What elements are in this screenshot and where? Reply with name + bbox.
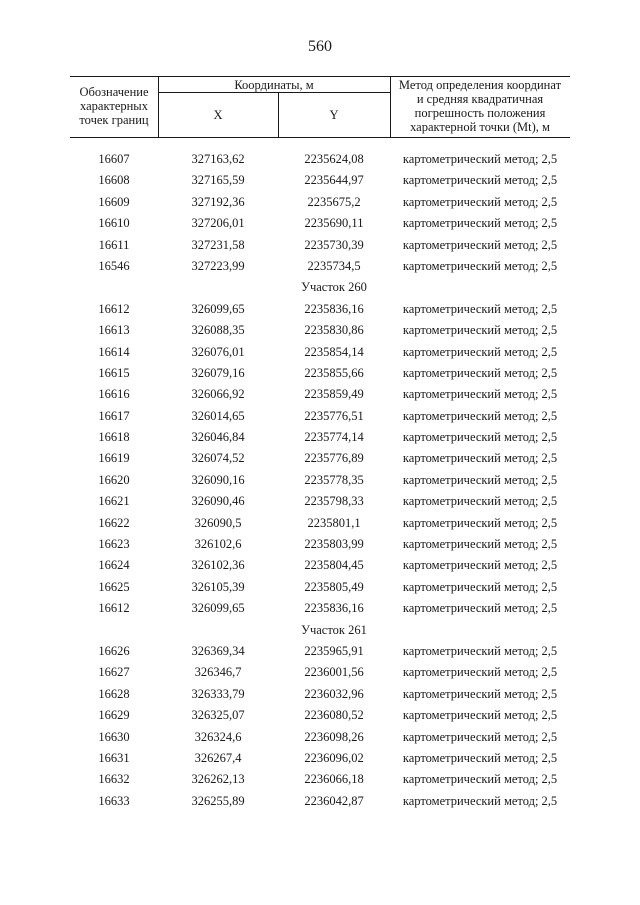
header-line: и средняя квадратичная [416,92,544,106]
table-row [70,576,570,597]
table-row [70,469,570,490]
table-row [70,255,570,276]
x-coordinate-cell: 327192,36 [191,194,245,209]
method-cell: картометрический метод; 2,5 [402,365,558,380]
x-coordinate-cell: 326333,79 [191,686,245,701]
x-coordinate-cell: 326105,39 [191,579,245,594]
table-row [70,212,570,233]
header-y: Y [329,108,339,122]
method-cell: картометрический метод; 2,5 [402,793,558,808]
point-id-cell: 16611 [98,237,130,252]
y-coordinate-cell: 2235855,66 [304,365,364,380]
page-number: 560 [308,38,332,55]
method-cell: картометрический метод; 2,5 [402,772,558,787]
x-coordinate-cell: 326346,7 [194,665,242,680]
table-row [70,640,570,661]
x-coordinate-cell: 326102,36 [191,558,245,573]
header-line: характерных [80,99,148,113]
y-coordinate-cell: 2235859,49 [304,387,364,402]
point-id-cell: 16619 [98,451,130,466]
x-coordinate-cell: 326088,35 [191,323,245,338]
x-coordinate-cell: 326102,6 [194,537,242,552]
method-cell: картометрический метод; 2,5 [402,237,558,252]
point-id-cell: 16616 [98,387,130,402]
method-cell: картометрический метод; 2,5 [402,750,558,765]
section-label: Участок 261 [301,622,367,637]
table-row [70,661,570,682]
x-coordinate-cell: 326267,4 [194,750,242,765]
method-cell: картометрический метод; 2,5 [402,258,558,273]
header-method [390,78,570,134]
table-row [70,169,570,190]
table-row [70,533,570,554]
y-coordinate-cell: 2236042,87 [304,793,364,808]
x-coordinate-cell: 326369,34 [191,643,245,658]
method-cell: картометрический метод; 2,5 [402,152,558,166]
table-header [70,76,570,138]
table-row [70,554,570,575]
table-row [70,405,570,426]
method-cell: картометрический метод; 2,5 [402,387,558,402]
y-coordinate-cell: 2235675,2 [307,194,361,209]
point-id-cell: 16613 [98,323,130,338]
point-id-cell: 16615 [98,365,130,380]
point-id-cell: 16626 [98,643,130,658]
method-cell: картометрический метод; 2,5 [402,472,558,487]
coords-rule [158,92,390,93]
header-line: точек границ [79,113,149,127]
table-row [70,447,570,468]
y-coordinate-cell: 2235854,14 [304,344,364,359]
header-coordinates: Координаты, м [234,78,314,92]
header-line: Метод определения координат [398,78,562,92]
header-line: погрешность положения [414,106,546,120]
table-row [70,490,570,511]
point-id-cell: 16627 [98,665,130,680]
point-id-cell: 16631 [98,750,130,765]
x-coordinate-cell: 326076,01 [191,344,245,359]
x-coordinate-cell: 326074,52 [191,451,245,466]
table-row [70,362,570,383]
point-id-cell: 16546 [98,258,130,273]
method-cell: картометрический метод; 2,5 [402,558,558,573]
header-line: Обозначение [79,85,149,99]
table-row [70,512,570,533]
point-id-cell: 16612 [98,601,130,616]
y-coordinate-cell: 2235776,89 [304,451,364,466]
method-cell: картометрический метод; 2,5 [402,173,558,188]
table-row [70,790,570,811]
method-cell: картометрический метод; 2,5 [402,708,558,723]
y-coordinate-cell: 2235965,91 [304,643,364,658]
method-cell: картометрический метод; 2,5 [402,408,558,423]
section-label: Участок 260 [301,280,367,295]
table-row [70,683,570,704]
y-coordinate-cell: 2235805,49 [304,579,364,594]
table-row [70,726,570,747]
table-row [70,383,570,404]
method-cell: картометрический метод; 2,5 [402,301,558,316]
method-cell: картометрический метод; 2,5 [402,729,558,744]
x-coordinate-cell: 327165,59 [191,173,245,188]
header-x: X [213,108,223,122]
y-coordinate-cell: 2235836,16 [304,301,364,316]
point-id-cell: 16608 [98,173,130,188]
x-coordinate-cell: 326090,46 [191,494,245,509]
header-bottom-rule [70,137,570,138]
table-row [70,747,570,768]
y-coordinate-cell: 2235830,86 [304,323,364,338]
section-heading [70,276,570,297]
x-coordinate-cell: 326262,13 [191,772,245,787]
table-row [70,148,570,169]
x-coordinate-cell: 327223,99 [191,258,245,273]
point-id-cell: 16610 [98,216,130,231]
x-coordinate-cell: 326255,89 [191,793,245,808]
point-id-cell: 16630 [98,729,130,744]
y-coordinate-cell: 2236066,18 [304,772,364,787]
point-id-cell: 16623 [98,537,130,552]
y-coordinate-cell: 2236032,96 [304,686,364,701]
x-coordinate-cell: 326325,07 [191,708,245,723]
x-coordinate-cell: 326079,16 [191,365,245,380]
header-point-designation [70,85,158,127]
point-id-cell: 16633 [98,793,130,808]
y-coordinate-cell: 2236098,26 [304,729,364,744]
y-coordinate-cell: 2235624,08 [304,152,364,166]
x-coordinate-cell: 326090,16 [191,472,245,487]
table-row [70,704,570,725]
x-coordinate-cell: 326046,84 [191,430,245,445]
table-row [70,597,570,618]
y-coordinate-cell: 2235836,16 [304,601,364,616]
x-coordinate-cell: 327231,58 [191,237,245,252]
x-coordinate-cell: 326066,92 [191,387,245,402]
method-cell: картометрический метод; 2,5 [402,494,558,509]
method-cell: картометрический метод; 2,5 [402,579,558,594]
table-row [70,234,570,255]
x-coordinate-cell: 326090,5 [194,515,242,530]
table-row [70,426,570,447]
y-coordinate-cell: 2235774,14 [304,430,364,445]
header-top-rule [70,76,570,77]
y-coordinate-cell: 2236096,02 [304,750,364,765]
y-coordinate-cell: 2235690,11 [304,216,364,231]
y-coordinate-cell: 2235804,45 [304,558,364,573]
y-coordinate-cell: 2235798,33 [304,494,364,509]
method-cell: картометрический метод; 2,5 [402,686,558,701]
table-row [70,768,570,789]
y-coordinate-cell: 2235778,35 [304,472,364,487]
method-cell: картометрический метод; 2,5 [402,601,558,616]
method-cell: картометрический метод; 2,5 [402,665,558,680]
point-id-cell: 16621 [98,494,130,509]
section-heading [70,619,570,640]
point-id-cell: 16609 [98,194,130,209]
x-coordinate-cell: 327163,62 [191,152,245,166]
table-row [70,319,570,340]
y-coordinate-cell: 2235734,5 [307,258,361,273]
point-id-cell: 16607 [98,152,130,166]
x-coordinate-cell: 326014,65 [191,408,245,423]
x-coordinate-cell: 326324,6 [194,729,242,744]
table-row [70,298,570,319]
point-id-cell: 16617 [98,408,130,423]
method-cell: картометрический метод; 2,5 [402,344,558,359]
y-coordinate-cell: 2236001,56 [304,665,364,680]
method-cell: картометрический метод; 2,5 [402,537,558,552]
point-id-cell: 16622 [98,515,130,530]
method-cell: картометрический метод; 2,5 [402,451,558,466]
point-id-cell: 16625 [98,579,130,594]
y-coordinate-cell: 2235644,97 [304,173,364,188]
x-coordinate-cell: 326099,65 [191,301,245,316]
point-id-cell: 16612 [98,301,130,316]
x-coordinate-cell: 327206,01 [191,216,245,231]
header-line: характерной точки (Mt), м [410,120,550,134]
y-coordinate-cell: 2235803,99 [304,537,364,552]
point-id-cell: 16628 [98,686,130,701]
y-coordinate-cell: 2236080,52 [304,708,364,723]
point-id-cell: 16620 [98,472,130,487]
method-cell: картометрический метод; 2,5 [402,194,558,209]
table-body [70,148,570,811]
y-coordinate-cell: 2235730,39 [304,237,364,252]
x-coordinate-cell: 326099,65 [191,601,245,616]
method-cell: картометрический метод; 2,5 [402,323,558,338]
point-id-cell: 16629 [98,708,130,723]
point-id-cell: 16614 [98,344,130,359]
y-coordinate-cell: 2235801,1 [307,515,361,530]
table-row [70,191,570,212]
table-row [70,341,570,362]
method-cell: картометрический метод; 2,5 [402,643,558,658]
y-coordinate-cell: 2235776,51 [304,408,364,423]
point-id-cell: 16618 [98,430,130,445]
method-cell: картометрический метод; 2,5 [402,430,558,445]
method-cell: картометрический метод; 2,5 [402,515,558,530]
method-cell: картометрический метод; 2,5 [402,216,558,231]
point-id-cell: 16632 [98,772,130,787]
point-id-cell: 16624 [98,558,130,573]
